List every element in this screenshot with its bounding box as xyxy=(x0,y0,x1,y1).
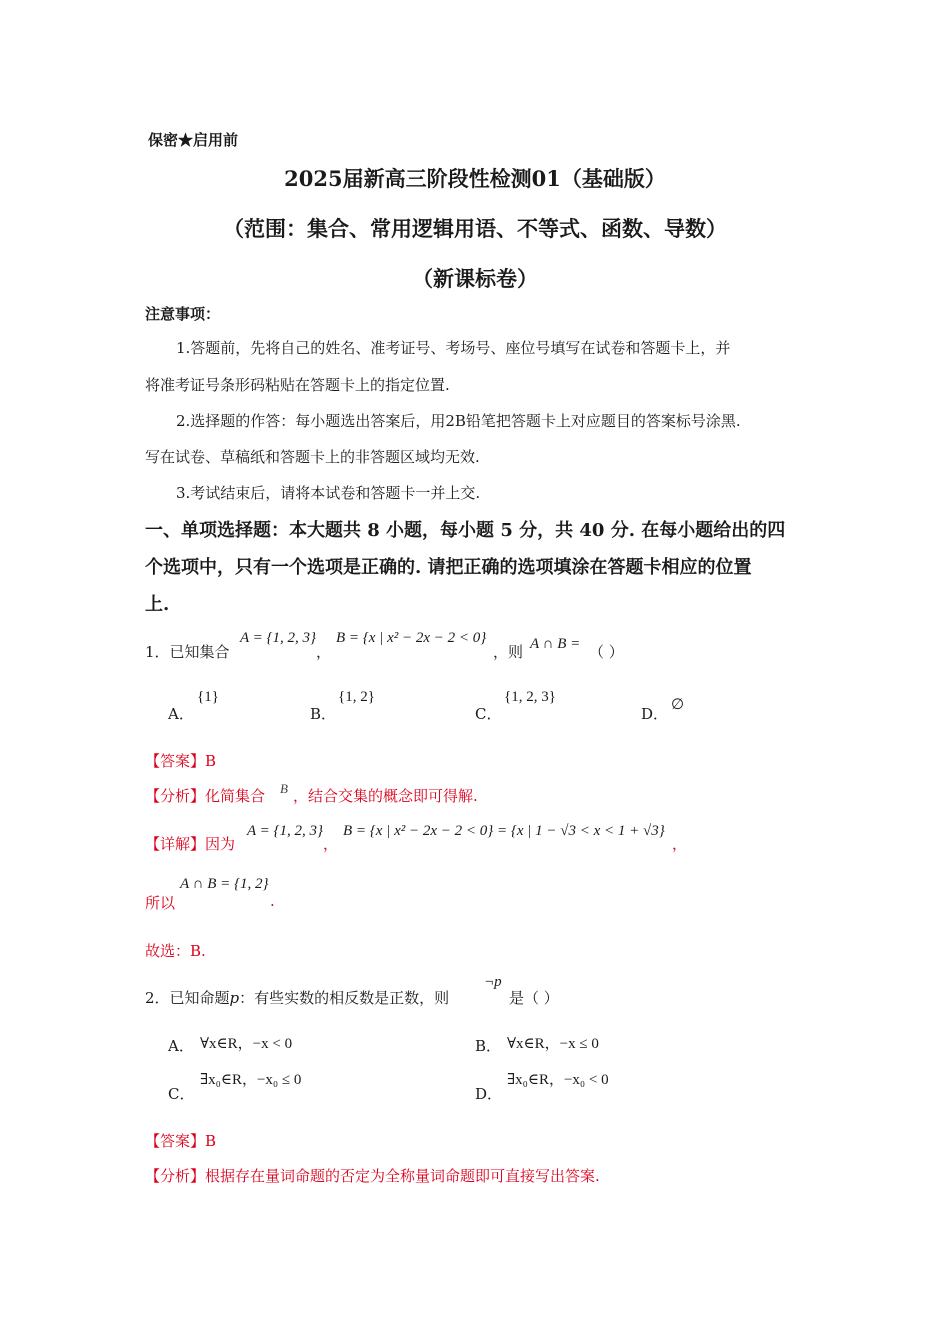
q1-analysis xyxy=(145,785,265,806)
q2-stem-mid: ：有些实数的相反数是正数，则 xyxy=(239,989,450,1007)
page-title: 2025届新高三阶段性检测01（基础版） xyxy=(284,166,666,191)
notice-item2-line2: 写在试卷、草稿纸和答题卡上的非答题区域均无效. xyxy=(145,448,480,466)
q1-then: ，则 xyxy=(493,643,524,661)
q1-conclusion-end: . xyxy=(270,892,275,910)
q1-detail xyxy=(145,833,235,854)
q2-option-c-label[interactable]: C． xyxy=(168,1085,195,1103)
q2-analysis-text: 根据存在量词命题的否定为全称量词命题即可直接写出答案. xyxy=(205,1167,600,1185)
q2-option-b-label[interactable]: B． xyxy=(475,1037,502,1055)
q1-detail-comma: ， xyxy=(323,835,339,853)
q2-stem xyxy=(145,987,449,1008)
q2-option-d-label[interactable]: D． xyxy=(475,1085,503,1103)
q2-analysis-tag: 【分析】 xyxy=(145,1167,206,1185)
q1-analysis-tag: 【分析】 xyxy=(145,787,206,805)
notice-item2-line1: 2.选择题的作答：每小题选出答案后，用2B铅笔把答题卡上对应题目的答案标号涂黑. xyxy=(176,412,741,430)
q1-option-d-value[interactable]: ∅ xyxy=(671,697,685,713)
edition-label: （新课标卷） xyxy=(412,266,538,291)
q1-option-d-label[interactable]: D． xyxy=(641,705,669,723)
notice-item3: 3.考试结束后，请将本试卷和答题卡一并上交. xyxy=(176,484,481,502)
q1-comma: ， xyxy=(316,643,332,661)
q2-answer xyxy=(145,1130,216,1151)
q1-conclusion-label: 所以 xyxy=(145,894,176,912)
q1-detail-end: ， xyxy=(672,835,688,853)
q1-conclusion-expr: A ∩ B = {1, 2} xyxy=(180,876,269,892)
q1-detail-pre: 因为 xyxy=(205,835,236,853)
q1-intersection: A ∩ B = xyxy=(530,636,581,652)
confidential-label: 保密★启用前 xyxy=(148,131,239,149)
notice-item1-line2: 将准考证号条形码粘贴在答题卡上的指定位置. xyxy=(145,376,450,394)
q1-set-a: A = {1, 2, 3} xyxy=(240,630,317,646)
q1-analysis-pre: 化简集合 xyxy=(205,787,266,805)
q2-option-a-value[interactable]: ∀x∈R，−x < 0 xyxy=(200,1036,293,1052)
q1-choice-statement: 故选：B. xyxy=(145,942,206,960)
page-subtitle: （范围：集合、常用逻辑用语、不等式、函数、导数） xyxy=(223,216,727,241)
q1-answer xyxy=(145,750,216,771)
q1-detail-tag: 【详解】 xyxy=(145,835,206,853)
section1-line3: 上. xyxy=(145,594,170,615)
q1-answer-tag: 【答案】 xyxy=(145,752,206,770)
q2-stem-post: 是（ ） xyxy=(509,989,559,1007)
q2-stem-p: p xyxy=(229,989,240,1007)
q1-detail-set-b: B = {x | x² − 2x − 2 < 0} = {x | 1 − √3 < x < 1 + √3} xyxy=(343,823,665,839)
q1-stem-number: 1．已知集合 xyxy=(145,643,230,661)
q1-option-b-value[interactable]: {1, 2} xyxy=(338,689,375,705)
q2-option-c-value[interactable]: ∃x₀∈R，−x₀ ≤ 0 xyxy=(200,1072,302,1088)
q2-option-b-value[interactable]: ∀x∈R，−x ≤ 0 xyxy=(507,1036,599,1052)
q1-option-a-value[interactable]: {1} xyxy=(197,689,219,705)
q1-answer-paren: （ ） xyxy=(589,643,624,661)
section1-line1: 一、单项选择题：本大题共 8 小题，每小题 5 分，共 40 分. 在每小题给出的四 xyxy=(145,520,786,541)
q1-set-b: B = {x | x² − 2x − 2 < 0} xyxy=(336,630,487,646)
q1-detail-set-a: A = {1, 2, 3} xyxy=(247,823,324,839)
q2-answer-tag: 【答案】 xyxy=(145,1132,206,1150)
notice-heading: 注意事项： xyxy=(145,305,221,323)
q1-option-c-label[interactable]: C． xyxy=(475,705,502,723)
q1-option-c-value[interactable]: {1, 2, 3} xyxy=(504,689,556,705)
q1-option-b-label[interactable]: B． xyxy=(310,705,337,723)
q1-analysis-post: ，结合交集的概念即可得解. xyxy=(293,787,478,805)
q1-analysis-var: B xyxy=(280,781,288,796)
section1-line2: 个选项中，只有一个选项是正确的. 请把正确的选项填涂在答题卡相应的位置 xyxy=(145,557,752,578)
q1-option-a-label[interactable]: A． xyxy=(168,705,194,723)
q2-option-d-value[interactable]: ∃x₀∈R，−x₀ < 0 xyxy=(507,1072,609,1088)
q2-analysis xyxy=(145,1165,600,1186)
q2-negation-p: ¬p xyxy=(484,974,502,990)
notice-item1-line1: 1.答题前，先将自己的姓名、准考证号、考场号、座位号填写在试卷和答题卡上，并 xyxy=(176,339,731,357)
q2-stem-pre: 2．已知命题 xyxy=(145,989,230,1007)
q1-answer-value: B xyxy=(205,752,217,770)
q2-option-a-label[interactable]: A． xyxy=(168,1037,194,1055)
q2-answer-value: B xyxy=(205,1132,217,1150)
